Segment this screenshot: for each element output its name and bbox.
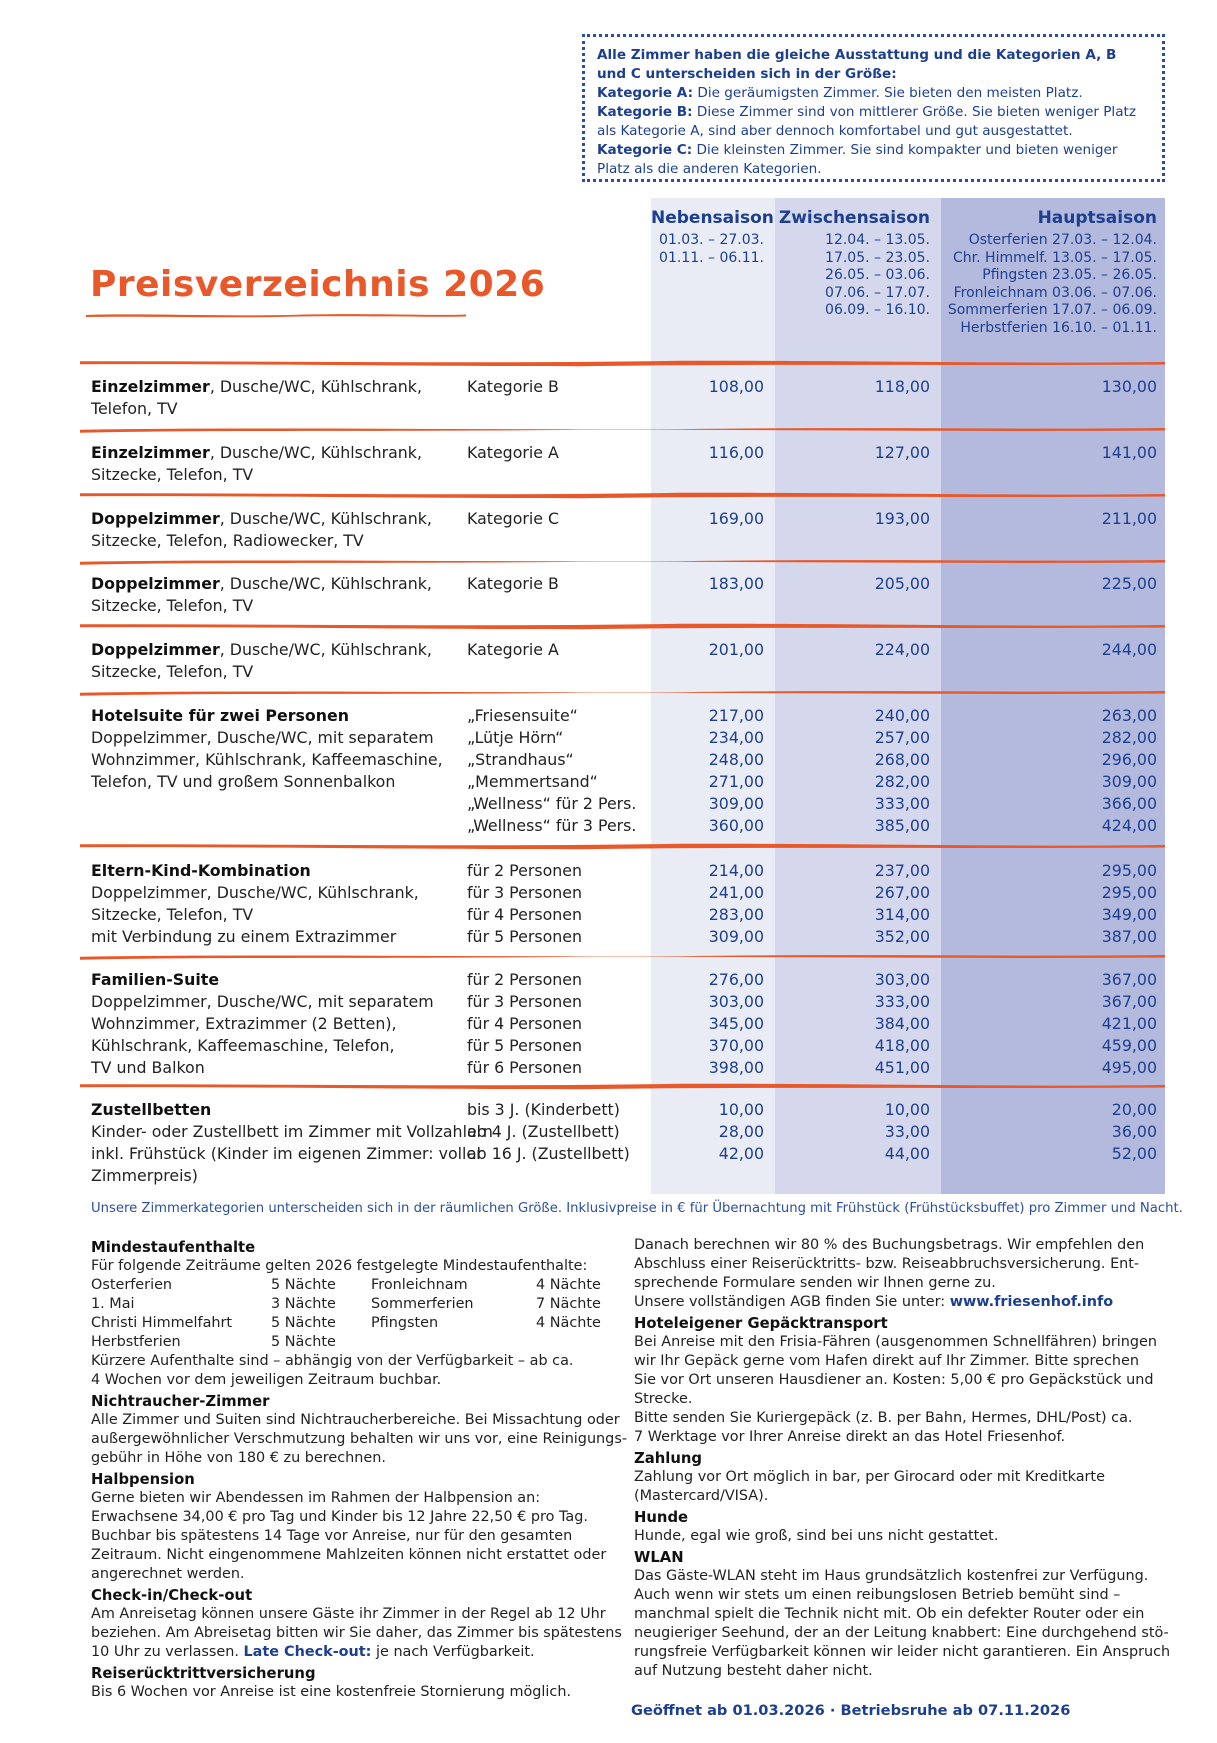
cancellation-text-cont: Danach berechnen wir 80 % des Buchungsbetrags. Wir empfehlen den Abschluss einer Reiserücktritts- bzw. Reiseabbruchsversicherung. Ent- sprechende Formulare senden wir Ihnen gerne zu. Unsere vollständigen AGB finden Sie unter: (634, 1237, 1145, 1310)
price-value: 130,00 (1101, 377, 1157, 396)
wlan-title: WLAN (634, 1549, 684, 1566)
price-value: 370,00 (708, 1036, 764, 1055)
price-value: 296,00 (1101, 750, 1157, 769)
price-value: 183,00 (708, 574, 764, 593)
row-separator (80, 491, 1165, 499)
room-name: Doppelzimmer (91, 574, 220, 593)
dogs-title: Hunde (634, 1509, 689, 1526)
room-name: Eltern-Kind-Kombination (91, 861, 311, 880)
page-title: Preisverzeichnis 2026 (90, 264, 546, 305)
season-header-2: Zwischensaison (778, 208, 930, 228)
wlan-text: Das Gäste-WLAN steht im Haus grundsätzlich kostenfrei zur Verfügung. Auch wenn wir stets um einen reibungslosen Betrieb bemüht sind – manchmal spielt die Technik nicht mit. Ob ein defekter Router oder ein neugieriger Seehund, der an der Leitung knabbert: Eine durchgehend stö- rungsfreie Verfügbarkeit können wir leider nicht garantieren. Ein Anspruch auf Nutzung besteht daher nicht. (634, 1568, 1171, 1679)
min-stay-cell (536, 1333, 616, 1352)
min-stay-cell: Fronleichnam (371, 1277, 468, 1293)
room-description: Einzelzimmer, Dusche/WC, Kühlschrank, Telefon, TV (91, 377, 422, 418)
price-zwischensaison (775, 860, 930, 948)
price-nebensaison (651, 969, 764, 1079)
smoke-title: Nichtraucher-Zimmer (91, 1393, 270, 1410)
info-intro: Alle Zimmer haben die gleiche Ausstattung und die Kategorien A, B und C unterscheiden sich in der Größe: (597, 47, 1117, 82)
price-value: 225,00 (1101, 574, 1157, 593)
checkin-tail: je nach Verfügbarkeit. (371, 1644, 535, 1660)
room-description: Doppelzimmer, Dusche/WC, Kühlschrank, Sitzecke, Telefon, Radiowecker, TV (91, 509, 432, 550)
row-separator (80, 359, 1165, 367)
price-value: 141,00 (1101, 443, 1157, 462)
row-separator (80, 842, 1165, 850)
price-value: 303,00 (708, 992, 764, 1011)
room-category: Kategorie C (467, 509, 560, 528)
min-stay-cell: Pfingsten (371, 1315, 439, 1331)
opening-footer: Geöffnet ab 01.03.2026 · Betriebsruhe ab 07.11.2026 (631, 1702, 1071, 1719)
smoke-text: Alle Zimmer und Suiten sind Nichtraucherbereiche. Bei Missachtung oder außergewöhnlicher Verschmutzung behalten wir uns vor, eine Reinigungs- gebühr in Höhe von 180 € zu berechnen. (91, 1412, 628, 1466)
cancellation-title: Reiserücktrittversicherung (91, 1665, 316, 1682)
website-link[interactable]: www.friesenhof.info (949, 1294, 1114, 1310)
price-value: 349,00 (1101, 905, 1157, 924)
season-dates-1: 01.03. – 27.03. 01.11. – 06.11. (659, 232, 764, 266)
price-value: 244,00 (1101, 640, 1157, 659)
min-stay-intro: Für folgende Zeiträume gelten 2026 festgelegte Mindestaufenthalte: (91, 1258, 588, 1274)
info-label-a: Kategorie A: (597, 85, 694, 101)
price-value: 421,00 (1101, 1014, 1157, 1033)
price-value: 248,00 (708, 750, 764, 769)
price-hauptsaison (941, 705, 1157, 837)
price-value: 459,00 (1101, 1036, 1157, 1055)
row-separator (80, 557, 1165, 565)
price-value: 241,00 (708, 883, 764, 902)
price-value: 398,00 (708, 1058, 764, 1077)
price-zwischensaison (775, 1099, 930, 1165)
halfboard-text: Gerne bieten wir Abendessen im Rahmen der Halbpension an: Erwachsene 34,00 € pro Tag und Kinder bis 12 Jahre 22,50 € pro Tag. Buchbar bis spätestens 14 Tage vor Anreise, nur für den gesamten Zeitraum. Nicht eingenommene Mahlzeiten können nicht erstattet oder angerechnet werden. (91, 1490, 607, 1582)
price-value: 20,00 (1111, 1100, 1157, 1119)
price-value: 276,00 (708, 970, 764, 989)
price-value: 240,00 (874, 706, 930, 725)
price-zwischensaison (775, 442, 930, 464)
room-category: „Friesensuite“ „Lütje Hörn“ „Strandhaus“ „Memmertsand“ „Wellness“ für 2 Pers. „Wellness“ für 3 Pers. (467, 706, 637, 835)
price-nebensaison (651, 860, 764, 948)
price-value: 366,00 (1101, 794, 1157, 813)
price-value: 201,00 (708, 640, 764, 659)
min-stay-cell (371, 1333, 536, 1352)
price-zwischensaison (775, 376, 930, 398)
price-value: 271,00 (708, 772, 764, 791)
price-value: 314,00 (874, 905, 930, 924)
row-separator (80, 952, 1165, 960)
price-hauptsaison (941, 573, 1157, 595)
price-nebensaison (651, 705, 764, 837)
category-info-box (582, 34, 1165, 182)
price-value: 234,00 (708, 728, 764, 747)
price-value: 169,00 (708, 509, 764, 528)
price-value: 10,00 (884, 1100, 930, 1119)
price-value: 333,00 (874, 794, 930, 813)
min-stay-outro: Kürzere Aufenthalte sind – abhängig von der Verfügbarkeit – ab ca. 4 Wochen vor dem jeweiligen Zeitraum buchbar. (91, 1353, 574, 1388)
info-text-c: Die kleinsten Zimmer. Sie sind kompakter und bieten weniger Platz als die anderen Kategorien. (597, 142, 1118, 177)
price-value: 42,00 (718, 1144, 764, 1163)
info-text-a: Die geräumigsten Zimmer. Sie bieten den meisten Platz. (693, 85, 1083, 101)
room-category: für 2 Personen für 3 Personen für 4 Personen für 5 Personen für 6 Personen (467, 970, 582, 1077)
cancellation-text: Bis 6 Wochen vor Anreise ist eine kostenfreie Stornierung möglich. (91, 1684, 572, 1700)
price-nebensaison (651, 639, 764, 661)
price-note: Unsere Zimmerkategorien unterscheiden sich in der räumlichen Größe. Inklusivpreise in € für Übernachtung mit Frühstück (Frühstücksbuffet) pro Zimmer und Nacht. (91, 1201, 1183, 1216)
price-value: 451,00 (874, 1058, 930, 1077)
min-stay-cell: 7 Nächte (536, 1296, 601, 1312)
min-stay-title: Mindestaufenthalte (91, 1239, 256, 1256)
price-value: 237,00 (874, 861, 930, 880)
price-value: 193,00 (874, 509, 930, 528)
info-right-column (634, 1236, 1174, 1681)
price-hauptsaison (941, 508, 1157, 530)
price-value: 10,00 (718, 1100, 764, 1119)
min-stay-cell: 3 Nächte (271, 1296, 336, 1312)
price-value: 295,00 (1101, 883, 1157, 902)
price-nebensaison (651, 442, 764, 464)
price-value: 116,00 (708, 443, 764, 462)
price-value: 205,00 (874, 574, 930, 593)
season-dates-2: 12.04. – 13.05. 17.05. – 23.05. 26.05. – 03.06. 07.06. – 17.07. 06.09. – 16.10. (825, 232, 930, 319)
min-stay-cell: Christi Himmelfahrt (91, 1315, 233, 1331)
price-nebensaison (651, 1099, 764, 1165)
price-value: 309,00 (1101, 772, 1157, 791)
min-stay-cell: 5 Nächte (271, 1315, 336, 1331)
price-value: 224,00 (874, 640, 930, 659)
room-description: Hotelsuite für zwei Personen Doppelzimmer, Dusche/WC, mit separatem Wohnzimmer, Kühlschrank, Kaffeemaschine, Telefon, TV und großem Sonnenbalkon (91, 706, 443, 791)
price-value: 263,00 (1101, 706, 1157, 725)
price-nebensaison (651, 508, 764, 530)
room-description: Familien-Suite Doppelzimmer, Dusche/WC, mit separatem Wohnzimmer, Extrazimmer (2 Betten), Kühlschrank, Kaffeemaschine, Telefon, TV und Balkon (91, 970, 434, 1077)
price-value: 282,00 (874, 772, 930, 791)
room-description: Eltern-Kind-Kombination Doppelzimmer, Dusche/WC, Kühlschrank, Sitzecke, Telefon, TV mit Verbindung zu einem Extrazimmer (91, 861, 419, 946)
min-stay-cell: 4 Nächte (536, 1315, 601, 1331)
row-separator (80, 622, 1165, 630)
price-value: 33,00 (884, 1122, 930, 1141)
price-value: 127,00 (874, 443, 930, 462)
min-stay-table (91, 1276, 621, 1352)
row-separator (80, 425, 1165, 433)
price-value: 108,00 (708, 377, 764, 396)
price-zwischensaison (775, 573, 930, 595)
info-label-b: Kategorie B: (597, 104, 693, 120)
late-checkout-label: Late Check-out: (243, 1644, 372, 1660)
season-header-1: Nebensaison (651, 208, 774, 228)
halfboard-title: Halbpension (91, 1471, 195, 1488)
room-name: Doppelzimmer (91, 509, 220, 528)
season-dates-3: Osterferien 27.03. – 12.04. Chr. Himmelf. 13.05. – 17.05. Pfingsten 23.05. – 26.05. Fronleichnam 03.06. – 07.06. Sommerferien 17.07. – 06.09. Herbstferien 16.10. – 01.11. (947, 232, 1157, 336)
price-value: 309,00 (708, 794, 764, 813)
room-category: Kategorie B (467, 377, 559, 396)
dogs-text: Hunde, egal wie groß, sind bei uns nicht gestattet. (634, 1528, 999, 1544)
price-value: 283,00 (708, 905, 764, 924)
room-name: Familien-Suite (91, 970, 220, 989)
price-value: 384,00 (874, 1014, 930, 1033)
info-text-b: Diese Zimmer sind von mittlerer Größe. Sie bieten weniger Platz als Kategorie A, sind aber dennoch komfortabel und gut ausgestattet. (597, 104, 1136, 139)
room-name: Hotelsuite für zwei Personen (91, 706, 349, 725)
price-value: 214,00 (708, 861, 764, 880)
min-stay-cell: Sommerferien (371, 1296, 474, 1312)
room-description: Doppelzimmer, Dusche/WC, Kühlschrank, Sitzecke, Telefon, TV (91, 574, 432, 615)
price-value: 217,00 (708, 706, 764, 725)
info-label-c: Kategorie C: (597, 142, 693, 158)
price-hauptsaison (941, 1099, 1157, 1165)
price-value: 367,00 (1101, 992, 1157, 1011)
min-stay-cell: Herbstferien (91, 1334, 181, 1350)
price-value: 333,00 (874, 992, 930, 1011)
min-stay-cell: Osterferien (91, 1277, 173, 1293)
price-value: 28,00 (718, 1122, 764, 1141)
price-value: 267,00 (874, 883, 930, 902)
min-stay-cell: 4 Nächte (536, 1277, 601, 1293)
price-nebensaison (651, 376, 764, 398)
luggage-title: Hoteleigener Gepäcktransport (634, 1315, 888, 1332)
price-value: 387,00 (1101, 927, 1157, 946)
room-name: Einzelzimmer (91, 377, 210, 396)
price-value: 282,00 (1101, 728, 1157, 747)
price-value: 352,00 (874, 927, 930, 946)
price-value: 385,00 (874, 816, 930, 835)
price-value: 36,00 (1111, 1122, 1157, 1141)
row-separator (80, 688, 1165, 696)
room-name: Zustellbetten (91, 1100, 212, 1119)
price-value: 295,00 (1101, 861, 1157, 880)
checkin-title: Check-in/Check-out (91, 1587, 253, 1604)
price-value: 345,00 (708, 1014, 764, 1033)
price-value: 268,00 (874, 750, 930, 769)
price-value: 309,00 (708, 927, 764, 946)
row-separator (80, 1082, 1165, 1090)
price-nebensaison (651, 573, 764, 595)
checkin-text: Am Anreisetag können unsere Gäste ihr Zimmer in der Regel ab 12 Uhr beziehen. Am Abreisetag bitten wir Sie daher, das Zimmer bis spätestens 10 Uhr zu verlassen. (91, 1606, 622, 1660)
room-category: bis 3 J. (Kinderbett) ab 4 J. (Zustellbett) ab 16 J. (Zustellbett) (467, 1100, 630, 1163)
price-zwischensaison (775, 508, 930, 530)
room-category: für 2 Personen für 3 Personen für 4 Personen für 5 Personen (467, 861, 582, 946)
min-stay-cell: 1. Mai (91, 1296, 135, 1312)
room-description: Einzelzimmer, Dusche/WC, Kühlschrank, Sitzecke, Telefon, TV (91, 443, 422, 484)
season-header-3: Hauptsaison (1037, 208, 1157, 228)
room-category: Kategorie B (467, 574, 559, 593)
price-zwischensaison (775, 639, 930, 661)
room-name: Doppelzimmer (91, 640, 220, 659)
room-category: Kategorie A (467, 640, 559, 659)
room-name: Einzelzimmer (91, 443, 210, 462)
price-value: 211,00 (1101, 509, 1157, 528)
price-hauptsaison (941, 860, 1157, 948)
price-value: 44,00 (884, 1144, 930, 1163)
room-category: Kategorie A (467, 443, 559, 462)
price-value: 367,00 (1101, 970, 1157, 989)
price-value: 257,00 (874, 728, 930, 747)
payment-text: Zahlung vor Ort möglich in bar, per Girocard oder mit Kreditkarte (Mastercard/VISA). (634, 1469, 1105, 1504)
luggage-text: Bei Anreise mit den Frisia-Fähren (ausgenommen Schnellfähren) bringen wir Ihr Gepäck gerne vom Hafen direkt auf Ihr Zimmer. Bitte sprechen Sie vor Ort unseren Hausdiener an. Kosten: 5,00 € pro Gepäckstück und Strecke. Bitte senden Sie Kuriergepäck (z. B. per Bahn, Hermes, DHL/Post) ca. 7 Werktage vor Ihrer Anreise direkt an das Hotel Friesenhof. (634, 1334, 1157, 1445)
price-value: 424,00 (1101, 816, 1157, 835)
price-value: 52,00 (1111, 1144, 1157, 1163)
payment-title: Zahlung (634, 1450, 702, 1467)
room-description: Doppelzimmer, Dusche/WC, Kühlschrank, Sitzecke, Telefon, TV (91, 640, 432, 681)
price-zwischensaison (775, 705, 930, 837)
min-stay-cell: 5 Nächte (271, 1334, 336, 1350)
min-stay-cell: 5 Nächte (271, 1277, 336, 1293)
price-value: 418,00 (874, 1036, 930, 1055)
room-description: Zustellbetten Kinder- oder Zustellbett im Zimmer mit Vollzahlern inkl. Frühstück (Kinder im eigenen Zimmer: voller Zimmerpreis) (91, 1100, 493, 1185)
price-hauptsaison (941, 376, 1157, 398)
price-value: 118,00 (874, 377, 930, 396)
price-value: 360,00 (708, 816, 764, 835)
price-zwischensaison (775, 969, 930, 1079)
title-underline (86, 312, 466, 318)
price-hauptsaison (941, 442, 1157, 464)
info-left-column (91, 1236, 628, 1702)
price-hauptsaison (941, 639, 1157, 661)
price-value: 495,00 (1101, 1058, 1157, 1077)
price-hauptsaison (941, 969, 1157, 1079)
price-value: 303,00 (874, 970, 930, 989)
